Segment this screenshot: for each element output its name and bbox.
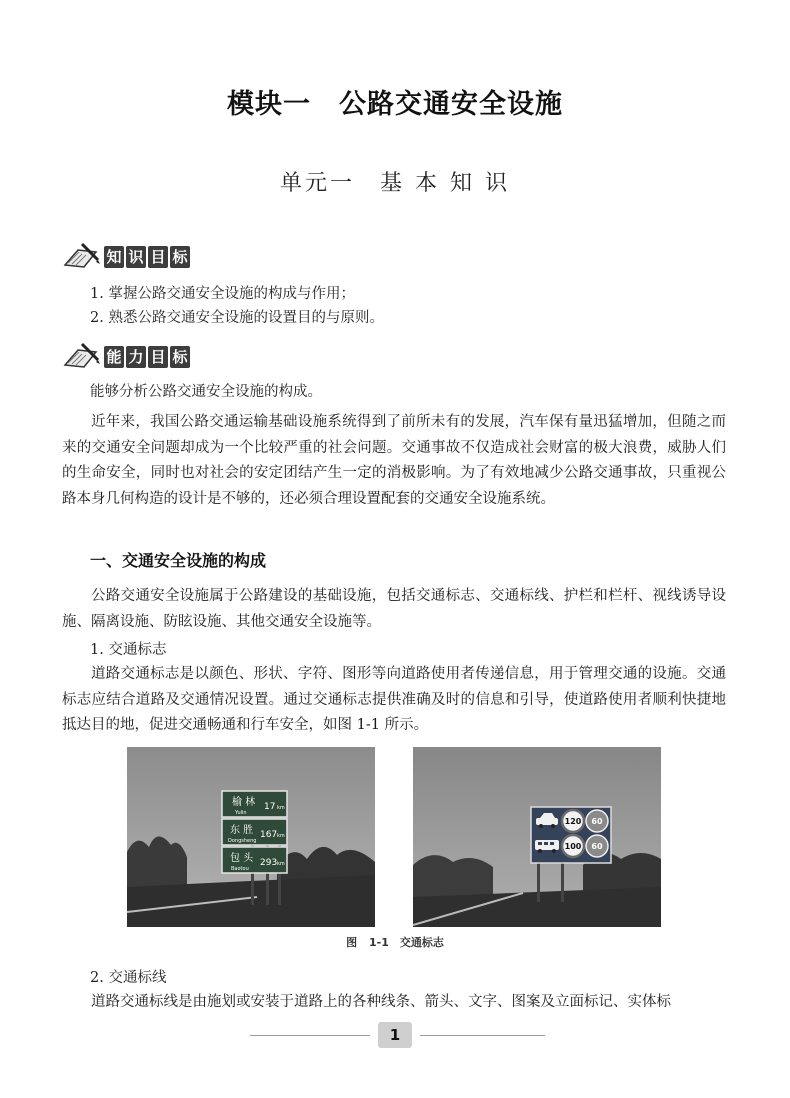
ability-goal-text: 能够分析公路交通安全设施的构成。	[90, 384, 322, 400]
badge-char: 标	[170, 346, 190, 368]
knowledge-goals-badge	[62, 240, 190, 270]
sign-city: 榆 林	[232, 797, 256, 808]
badge-char: 目	[148, 246, 168, 268]
sign-distance: 17	[264, 802, 276, 812]
unit-title: 单元一 基 本 知 识	[280, 171, 510, 196]
guide-sign-row	[222, 847, 287, 873]
sign-city-en: Baotou	[231, 866, 249, 872]
sign-distance: 167	[260, 830, 278, 840]
knowledge-goal-item: 2. 熟悉公路交通安全设施的设置目的与原则。	[90, 310, 384, 326]
book-pen-icon	[62, 240, 102, 270]
footer-divider	[420, 1035, 545, 1036]
badge-char: 力	[126, 346, 146, 368]
sub-heading-traffic-signs: 1. 交通标志	[90, 642, 167, 658]
badge-char: 识	[126, 246, 146, 268]
sign-unit: km	[277, 833, 285, 839]
badge-char: 目	[148, 346, 168, 368]
sign-city: 包 头	[230, 853, 254, 864]
ability-goals-badge	[62, 340, 190, 370]
sign-unit: km	[277, 861, 285, 867]
section-paragraph: 公路交通安全设施属于公路建设的基础设施，包括交通标志、交通标线、护栏和栏杆、视线诱导设施、隔离设施、防眩设施、其他交通安全设施等。	[62, 588, 726, 630]
max-speed: 120	[564, 817, 582, 826]
footer-divider	[250, 1035, 370, 1036]
min-speed: 60	[591, 842, 603, 851]
figure-photo-speed-limit-sign	[413, 747, 661, 927]
figure-caption: 图 1-1 交通标志	[346, 936, 444, 949]
sign-unit: km	[277, 805, 285, 811]
book-pen-icon	[62, 340, 102, 370]
sub-heading-road-markings: 2. 交通标线	[90, 970, 167, 986]
badge-char: 知	[104, 246, 124, 268]
module-title: 模块一 公路交通安全设施	[227, 89, 563, 120]
sign-city-en: Yulin	[235, 810, 247, 816]
traffic-signs-paragraph: 道路交通标志是以颜色、形状、字符、图形等向道路使用者传递信息，用于管理交通的设施。交通标志应结合道路及交通情况设置。通过交通标志提供准确及时的信息和引导，使道路使用者顺利快捷地抵达目的地，促进交通畅通和行车安全，如图 1-1 所示。	[62, 666, 726, 734]
sign-distance: 293	[260, 858, 278, 868]
badge-char: 标	[170, 246, 190, 268]
page-number: 1	[378, 1022, 412, 1048]
knowledge-goal-item: 1. 掌握公路交通安全设施的构成与作用；	[90, 286, 355, 302]
figure-photo-guide-signs	[127, 747, 375, 927]
guide-sign-row	[222, 791, 287, 817]
max-speed: 100	[564, 842, 582, 851]
min-speed: 60	[591, 817, 603, 826]
section-heading: 一、交通安全设施的构成	[90, 551, 267, 570]
badge-char: 能	[104, 346, 124, 368]
road-markings-paragraph: 道路交通标线是由施划或安装于道路上的各种线条、箭头、文字、图案及立面标记、实体标	[91, 994, 671, 1010]
guide-sign-row	[222, 819, 287, 845]
intro-paragraph: 近年来，我国公路交通运输基础设施系统得到了前所未有的发展，汽车保有量迅猛增加，但随之而来的交通安全问题却成为一个比较严重的社会问题。交通事故不仅造成社会财富的极大浪费，威胁人们的生命安全，同时也对社会的安定团结产生一定的消极影响。为了有效地减少公路交通事故，只重视公路本身几何构造的设计是不够的，还必须合理设置配套的交通安全设施系统。	[62, 414, 726, 507]
sign-city: 东 胜	[230, 825, 254, 836]
sign-city-en: Dongsheng	[228, 838, 257, 844]
